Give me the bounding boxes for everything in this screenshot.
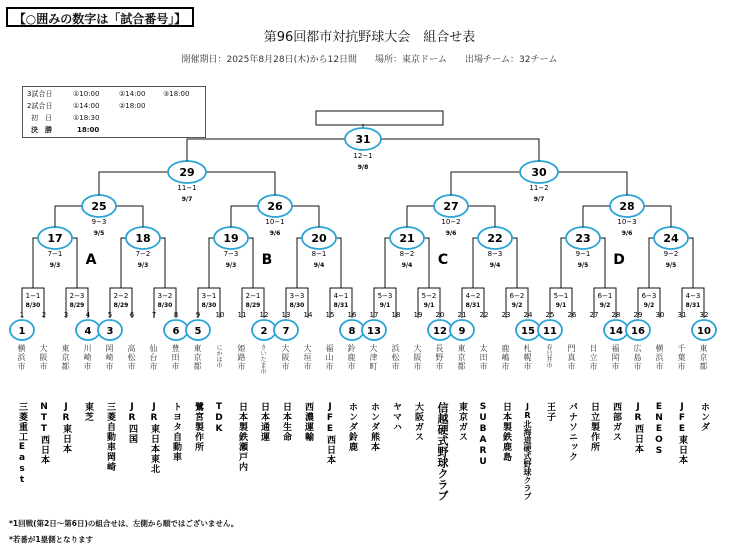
team-city: 福岡市 [611, 344, 620, 371]
schedule-time: ①10:00 [73, 90, 100, 98]
schedule-label: 決 勝 [31, 126, 52, 134]
lot-number: 2 [260, 326, 268, 337]
team-name: ヤマハ [391, 402, 401, 432]
team-city: 川崎市 [83, 344, 92, 371]
game-date: 9/1 [423, 302, 435, 309]
game-date: 9/2 [511, 302, 523, 309]
team-name: NTT西日本 [39, 402, 49, 465]
slot-number: 18 [391, 311, 401, 319]
team-name: 日立製作所 [589, 402, 599, 452]
team-city: 太田市 [479, 344, 488, 371]
game-number: 22 [487, 232, 503, 245]
page-title: 第96回都市対抗野球大会 組合せ表 [263, 30, 476, 45]
game-code: 12−1 [353, 152, 373, 160]
game-date: 9/5 [93, 230, 105, 237]
slot-number: 30 [655, 311, 665, 319]
game-date: 8/29 [113, 302, 129, 309]
game-number: 18 [135, 232, 151, 245]
team-city: 横浜市 [17, 344, 26, 371]
team-name: JFE西日本 [325, 402, 335, 465]
game-date: 9/6 [445, 230, 457, 237]
lot-number: 16 [631, 326, 645, 337]
team-city: 長野市 [435, 344, 444, 371]
game-number: 21 [399, 232, 415, 245]
game-code: 6−2 [509, 292, 525, 300]
schedule-time: ③18:00 [163, 90, 190, 98]
slot-number: 5 [107, 311, 113, 319]
team-name: 西部ガス [611, 402, 621, 442]
slot-number: 21 [457, 311, 467, 319]
team-city: 札幌市 [523, 344, 532, 371]
block-label: A [85, 252, 97, 268]
slot-number: 19 [413, 311, 423, 319]
slot-number: 28 [611, 311, 621, 319]
game-code: 7−3 [223, 250, 239, 258]
team-name: 東京ガス [457, 402, 467, 442]
game-code: 1−1 [25, 292, 41, 300]
team-city: 大阪市 [413, 344, 422, 371]
team-name: ホンダ [699, 402, 709, 432]
game-date: 8/30 [201, 302, 217, 309]
slot-number: 31 [677, 311, 687, 319]
game-code: 6−1 [597, 292, 613, 300]
game-date: 9/1 [555, 302, 567, 309]
schedule-label: 初 日 [31, 114, 52, 122]
team-name: 王子 [545, 402, 555, 422]
lot-number: 7 [282, 326, 290, 337]
game-code: 9−3 [91, 218, 107, 226]
lot-number: 1 [18, 326, 26, 337]
team-city: にかほ市 [215, 344, 222, 368]
block-label: B [261, 252, 273, 268]
slot-number: 32 [699, 311, 709, 319]
game-date: 8/30 [25, 302, 41, 309]
game-date: 9/6 [621, 230, 633, 237]
slot-number: 13 [281, 311, 291, 319]
game-code: 8−3 [487, 250, 503, 258]
team-city: 鈴鹿市 [347, 344, 356, 371]
lot-number: 14 [609, 326, 623, 337]
note-first-round: *1回戦(第2日〜第6日)の組合せは、左側から順ではございません。 [9, 519, 239, 528]
game-code: 7−1 [47, 250, 63, 258]
game-code: 3−2 [157, 292, 173, 300]
game-date: 8/31 [465, 302, 481, 309]
schedule-time: ①18:30 [73, 114, 100, 122]
team-city: 豊田市 [171, 344, 180, 371]
lot-number: 3 [106, 326, 114, 337]
game-code: 4−1 [333, 292, 349, 300]
game-date: 8/29 [245, 302, 261, 309]
slot-number: 15 [325, 311, 335, 319]
game-code: 2−1 [245, 292, 261, 300]
slot-number: 24 [523, 311, 533, 319]
slot-number: 17 [369, 311, 379, 319]
game-code: 9−2 [663, 250, 679, 258]
team-name: JR四国 [127, 402, 137, 444]
game-date: 8/30 [289, 302, 305, 309]
team-city: 大阪市 [281, 344, 290, 371]
lot-number: 6 [172, 326, 180, 337]
slot-number: 29 [633, 311, 643, 319]
team-name: SUBARU [478, 402, 488, 468]
game-code: 3−3 [289, 292, 305, 300]
game-date: 9/5 [665, 262, 677, 269]
team-name: JR北海道硬式野球クラブ [523, 402, 532, 500]
game-number: 30 [531, 166, 547, 179]
team-city: さいたま市 [259, 344, 266, 374]
game-number: 28 [619, 200, 635, 213]
slot-number: 27 [589, 311, 599, 319]
game-code: 2−3 [69, 292, 85, 300]
team-city: 浜松市 [391, 344, 400, 371]
game-date: 9/2 [599, 302, 611, 309]
game-date: 8/30 [157, 302, 173, 309]
team-name: 日本製鉄瀬戸内 [237, 402, 247, 472]
team-city: 大津町 [369, 344, 378, 371]
game-date: 9/7 [533, 196, 545, 203]
game-number: 27 [443, 200, 459, 213]
game-number: 17 [47, 232, 63, 245]
note-first-base: *若番が1塁側となります [9, 535, 94, 544]
game-date: 9/3 [137, 262, 149, 269]
game-code: 4−2 [465, 292, 481, 300]
team-city: 姫路市 [237, 344, 246, 371]
team-name: TDK [214, 402, 224, 435]
slot-number: 1 [19, 311, 25, 319]
game-code: 5−1 [553, 292, 569, 300]
team-name: 東芝 [83, 402, 93, 422]
game-code: 10−3 [617, 218, 637, 226]
lot-number: 9 [458, 326, 466, 337]
team-name: JFE東日本 [677, 402, 687, 465]
game-code: 7−2 [135, 250, 151, 258]
team-name: JR東日本 [61, 402, 71, 454]
team-name: 三菱自動車岡崎 [105, 402, 115, 472]
game-date: 9/5 [577, 262, 589, 269]
lot-number: 12 [433, 326, 447, 337]
lot-number: 11 [543, 326, 557, 337]
slot-number: 3 [63, 311, 69, 319]
team-city: 東京都 [193, 344, 202, 371]
game-code: 4−3 [685, 292, 701, 300]
game-code: 9−1 [575, 250, 591, 258]
game-date: 9/2 [643, 302, 655, 309]
game-number: 19 [223, 232, 239, 245]
team-name: パナソニック [567, 402, 577, 462]
game-number: 31 [355, 133, 371, 146]
game-number: 29 [179, 166, 195, 179]
slot-number: 25 [545, 311, 555, 319]
team-city: 千葉市 [677, 344, 686, 371]
team-name: 日本生命 [281, 402, 291, 442]
champion-box [316, 111, 443, 125]
team-name: JR西日本 [633, 402, 643, 454]
legend-title: 【○囲みの数字は「試合番号」】 [6, 7, 194, 27]
team-city: 東京都 [699, 344, 708, 371]
team-city: 鹿嶋市 [501, 344, 510, 371]
slot-number: 8 [173, 311, 179, 319]
game-code: 8−2 [399, 250, 415, 258]
team-city: 門真市 [567, 344, 576, 371]
game-date: 8/29 [69, 302, 85, 309]
game-code: 8−1 [311, 250, 327, 258]
game-number: 26 [267, 200, 283, 213]
schedule-time: ②18:00 [119, 102, 146, 110]
slot-number: 20 [435, 311, 445, 319]
team-city: 大垣市 [303, 344, 312, 371]
team-name: ホンダ熊本 [369, 402, 379, 452]
lot-number: 5 [194, 326, 202, 337]
game-code: 2−2 [113, 292, 129, 300]
slot-number: 6 [129, 311, 135, 319]
game-date: 9/4 [313, 262, 325, 269]
team-name: 信越硬式野球クラブ [436, 402, 449, 501]
slot-number: 11 [237, 311, 247, 319]
game-date: 9/6 [269, 230, 281, 237]
lot-number: 15 [521, 326, 535, 337]
team-city: 岡崎市 [105, 344, 114, 371]
slot-number: 22 [479, 311, 489, 319]
slot-number: 9 [195, 311, 201, 319]
block-label: D [613, 252, 625, 268]
game-date: 9/3 [225, 262, 237, 269]
team-city: 大阪市 [39, 344, 48, 371]
game-code: 10−2 [441, 218, 461, 226]
schedule-time: 18:00 [77, 126, 100, 134]
slot-number: 4 [85, 311, 91, 319]
team-city: 広島市 [633, 344, 642, 371]
team-name: 三菱重工East [17, 402, 27, 486]
team-city: 春日井市 [545, 344, 552, 368]
schedule-time: ②14:00 [119, 90, 146, 98]
team-name: 大阪ガス [413, 402, 423, 442]
game-code: 11−2 [529, 184, 549, 192]
team-name: JR東日本東北 [149, 402, 159, 474]
game-code: 5−3 [377, 292, 393, 300]
team-name: 日本通運 [259, 402, 269, 442]
game-date: 9/4 [489, 262, 501, 269]
lot-number: 13 [367, 326, 381, 337]
team-city: 日立市 [589, 344, 598, 371]
game-date: 9/8 [357, 164, 369, 171]
team-name: 西濃運輸 [303, 402, 313, 442]
slot-number: 16 [347, 311, 357, 319]
team-city: 東京都 [61, 344, 70, 371]
team-city: 東京都 [457, 344, 466, 371]
lot-number: 8 [348, 326, 356, 337]
game-number: 23 [575, 232, 591, 245]
game-code: 11−1 [177, 184, 197, 192]
schedule-label: 2試合日 [27, 102, 53, 110]
game-code: 5−2 [421, 292, 437, 300]
team-city: 福山市 [325, 344, 334, 371]
team-city: 高松市 [127, 344, 136, 371]
schedule-time: ①14:00 [73, 102, 100, 110]
team-city: 仙台市 [149, 344, 158, 371]
game-code: 10−1 [265, 218, 285, 226]
game-date: 9/7 [181, 196, 193, 203]
team-name: ENEOS [654, 402, 664, 457]
game-date: 9/1 [379, 302, 391, 309]
game-date: 8/31 [685, 302, 701, 309]
game-number: 20 [311, 232, 327, 245]
slot-number: 7 [151, 311, 157, 319]
team-name: トヨタ自動車 [171, 402, 181, 462]
lot-number: 10 [697, 326, 711, 337]
game-code: 6−3 [641, 292, 657, 300]
team-city: 横浜市 [655, 344, 664, 371]
team-name: 日本製鉄鹿島 [501, 402, 511, 462]
game-number: 24 [663, 232, 679, 245]
game-date: 9/3 [49, 262, 61, 269]
slot-number: 10 [215, 311, 225, 319]
game-number: 25 [91, 200, 107, 213]
game-date: 9/4 [401, 262, 413, 269]
event-info: 開催期日：2025年8月28日(木)から12日間 場所：東京ドーム 出場チーム：32チーム [181, 55, 558, 65]
slot-number: 2 [41, 311, 47, 319]
team-name: ホンダ鈴鹿 [347, 402, 357, 452]
slot-number: 14 [303, 311, 313, 319]
game-code: 3−1 [201, 292, 217, 300]
slot-number: 12 [259, 311, 269, 319]
slot-number: 26 [567, 311, 577, 319]
slot-number: 23 [501, 311, 511, 319]
block-label: C [437, 252, 449, 268]
lot-number: 4 [84, 326, 92, 337]
team-name: 鷺宮製作所 [193, 402, 203, 452]
schedule-label: 3試合日 [27, 90, 53, 98]
game-date: 8/31 [333, 302, 349, 309]
